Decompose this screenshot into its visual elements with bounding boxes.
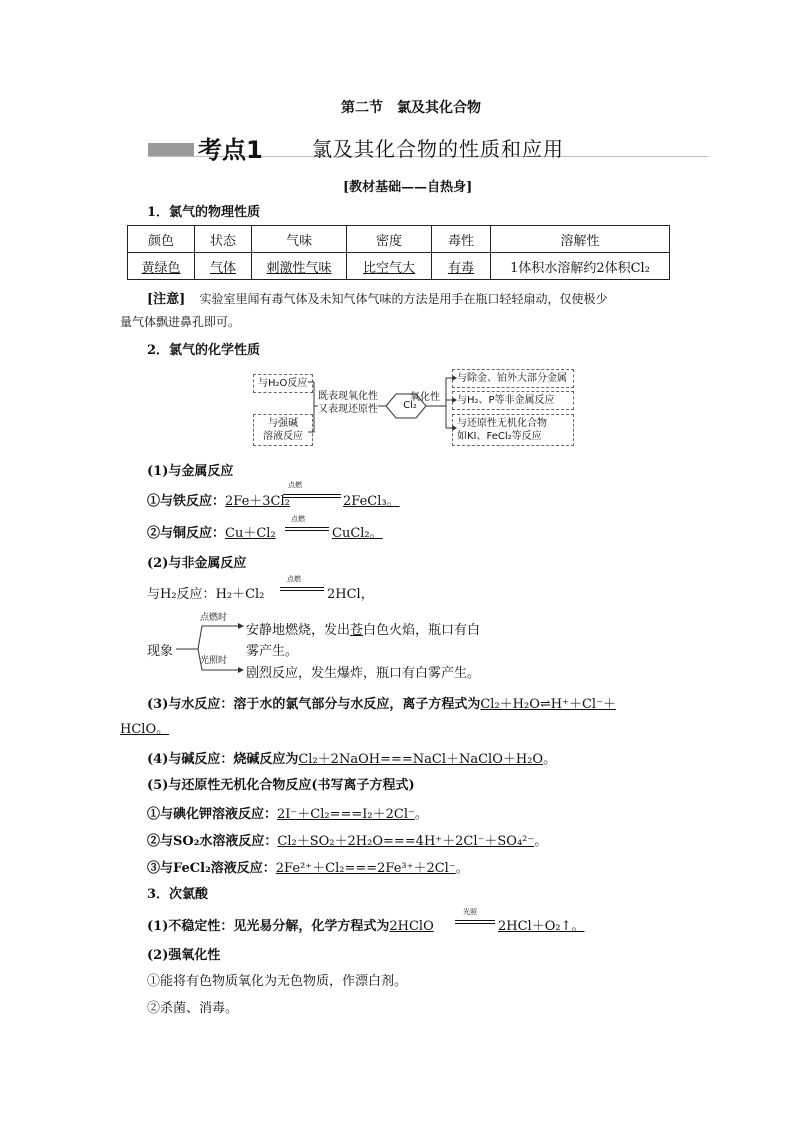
- kaodian-title: 氯及其化合物的性质和应用: [312, 137, 564, 161]
- fe-right: 2FeCl₃。: [343, 494, 400, 509]
- so2-reaction: ②与SO₂水溶液反应：Cl₂＋SO₂＋2H₂O===4H⁺＋2Cl⁻＋SO₄²⁻。: [147, 834, 548, 849]
- s1-heading: 1．氯气的物理性质: [147, 205, 261, 220]
- fecl2-reaction: ③与FeCl₂溶液反应：2Fe²⁺＋Cl₂===2Fe³⁺＋2Cl⁻。: [147, 861, 469, 876]
- fecl2-equation: 2Fe²⁺＋Cl₂===2Fe³⁺＋2Cl⁻: [275, 861, 456, 876]
- eq-line: [285, 530, 329, 531]
- diagram-box-water: 与H₂O反应: [253, 374, 313, 393]
- eq-line: [285, 527, 329, 528]
- table-row: [128, 253, 670, 280]
- h2-left: H₂＋Cl₂: [215, 587, 265, 602]
- table-cell: 1体积水溶解约2体积Cl₂: [491, 253, 670, 280]
- branch1-text: 安静地燃烧，发出苍白色火焰，瓶口有白: [246, 623, 481, 638]
- table-header: 毒性: [432, 226, 491, 253]
- hclo-prefix: (1)不稳定性：见光易分解，化学方程式为: [147, 919, 390, 934]
- eq-line: [455, 923, 495, 924]
- table-cell: 刺激性气味: [252, 253, 347, 280]
- cu-condition: 点燃: [291, 515, 305, 523]
- fe-left: 2Fe＋3Cl₂: [225, 494, 290, 509]
- so2-equation: Cl₂＋SO₂＋2H₂O===4H⁺＋2Cl⁻＋SO₄²⁻: [277, 834, 535, 849]
- cu-right: CuCl₂。: [332, 526, 383, 541]
- h2-condition: 点燃: [287, 575, 301, 583]
- branch1-text-2: 雾产生。: [246, 644, 299, 659]
- h2-prefix: 与H₂反应：: [147, 587, 216, 602]
- branch1-label: 点燃时: [200, 613, 228, 623]
- diagram-text: 溶液反应: [263, 431, 303, 442]
- banner-bar: [148, 143, 194, 157]
- note-line-1: [147, 288, 607, 307]
- p2-title: (2)与非金属反应: [147, 556, 247, 571]
- ki-reaction: ①与碘化钾溶液反应：2I⁻＋Cl₂===I₂＋2Cl⁻。: [147, 807, 428, 822]
- water-equation: Cl₂＋H₂O⇌H⁺＋Cl⁻＋: [480, 697, 616, 712]
- diagram-arrow-label: 氧化性: [410, 392, 440, 403]
- hclo-condition: 光照: [463, 908, 477, 916]
- diagram-text: 与还原性无机化合物: [457, 418, 547, 429]
- s2-heading: 2．氯气的化学性质: [147, 343, 261, 358]
- diagram-box-reducing: [452, 414, 574, 446]
- water-equation-cont: HClO。: [120, 722, 170, 737]
- p1-title: (1)与金属反应: [147, 464, 234, 479]
- fe-reaction: [147, 490, 290, 509]
- fe-condition: 点燃: [288, 481, 302, 489]
- eq-line: [280, 590, 324, 591]
- s3-heading: 3．次氯酸: [147, 887, 209, 902]
- table-cell: 黄绿色: [128, 253, 195, 280]
- table-cell: 有毒: [432, 253, 491, 280]
- diagram-text: 又表现还原性: [318, 404, 378, 415]
- so2-prefix: ②与SO₂水溶液反应：: [147, 834, 278, 849]
- table-cell: 气体: [195, 253, 252, 280]
- s3-p2-item2: ②杀菌、消毒。: [147, 1001, 239, 1016]
- ki-prefix: ①与碘化钾溶液反应：: [147, 807, 278, 822]
- p5-title: (5)与还原性无机化合物反应(书写离子方程式): [147, 778, 415, 793]
- diagram-text: 如KI、FeCl₂等反应: [457, 431, 542, 442]
- table-cell: 比空气大: [347, 253, 432, 280]
- note-text: 实验室里闻有毒气体及未知气体气味的方法是用手在瓶口轻轻扇动，仅使极少: [199, 292, 608, 306]
- water-prefix: (3)与水反应：溶于水的氯气部分与水反应，离子方程式为: [147, 697, 481, 712]
- table-header: 溶解性: [491, 226, 670, 253]
- h2-reaction: [147, 583, 264, 602]
- phenomenon-label: 现象: [147, 644, 174, 659]
- fe-prefix: ①与铁反应：: [147, 494, 226, 509]
- diagram-box-nonmetals: 与H₂、P等非金属反应: [452, 391, 574, 410]
- eq-line: [283, 497, 341, 498]
- water-reaction: [147, 693, 616, 712]
- hclo-left: 2HClO: [389, 919, 434, 934]
- base-equation: Cl₂＋2NaOH===NaCl＋NaClO＋H₂O: [298, 752, 544, 767]
- fecl2-prefix: ③与FeCl₂溶液反应：: [147, 861, 276, 876]
- eq-line: [280, 587, 324, 588]
- diagram-box-metals: 与除金、铂外大部分金属: [452, 369, 574, 388]
- branch2-text: 剧烈反应，发生爆炸，瓶口有白雾产生。: [246, 666, 481, 681]
- section-title: 第二节 氯及其化合物: [341, 100, 481, 116]
- diagram-text: 与强碱: [268, 418, 298, 429]
- kaodian-label: 考点1: [198, 136, 263, 164]
- hclo-decomp: [147, 915, 434, 934]
- diagram-text: 既表现氧化性: [318, 391, 378, 402]
- s3-p2-item1: ①能将有色物质氧化为无色物质，作漂白剂。: [147, 974, 408, 989]
- note-label: [注意]: [147, 292, 186, 307]
- cu-reaction: [147, 522, 276, 541]
- eq-line: [283, 494, 341, 495]
- table-header: 密度: [347, 226, 432, 253]
- eq-line: [455, 920, 495, 921]
- physical-properties-table: [127, 225, 670, 280]
- table-header: 颜色: [128, 226, 195, 253]
- hclo-right: 2HCl＋O₂↑。: [498, 919, 585, 934]
- h2-right: 2HCl，: [327, 587, 374, 602]
- diagram-center: Cl₂: [403, 400, 417, 411]
- cu-prefix: ②与铜反应：: [147, 526, 226, 541]
- s3-p2-title: (2)强氧化性: [147, 948, 221, 963]
- table-header: 气味: [252, 226, 347, 253]
- base-reaction: (4)与碱反应：烧碱反应为Cl₂＋2NaOH===NaCl＋NaClO＋H₂O。: [147, 752, 557, 767]
- note-line-2: 量气体飘进鼻孔即可。: [120, 315, 241, 329]
- cu-left: Cu＋Cl₂: [225, 526, 276, 541]
- basis-heading: [教材基础——自热身]: [343, 180, 473, 195]
- base-prefix: (4)与碱反应：烧碱反应为: [147, 752, 299, 767]
- table-header-row: [128, 226, 670, 253]
- table-header: 状态: [195, 226, 252, 253]
- branch2-label: 光照时: [200, 656, 228, 666]
- ki-equation: 2I⁻＋Cl₂===I₂＋2Cl⁻: [277, 807, 415, 822]
